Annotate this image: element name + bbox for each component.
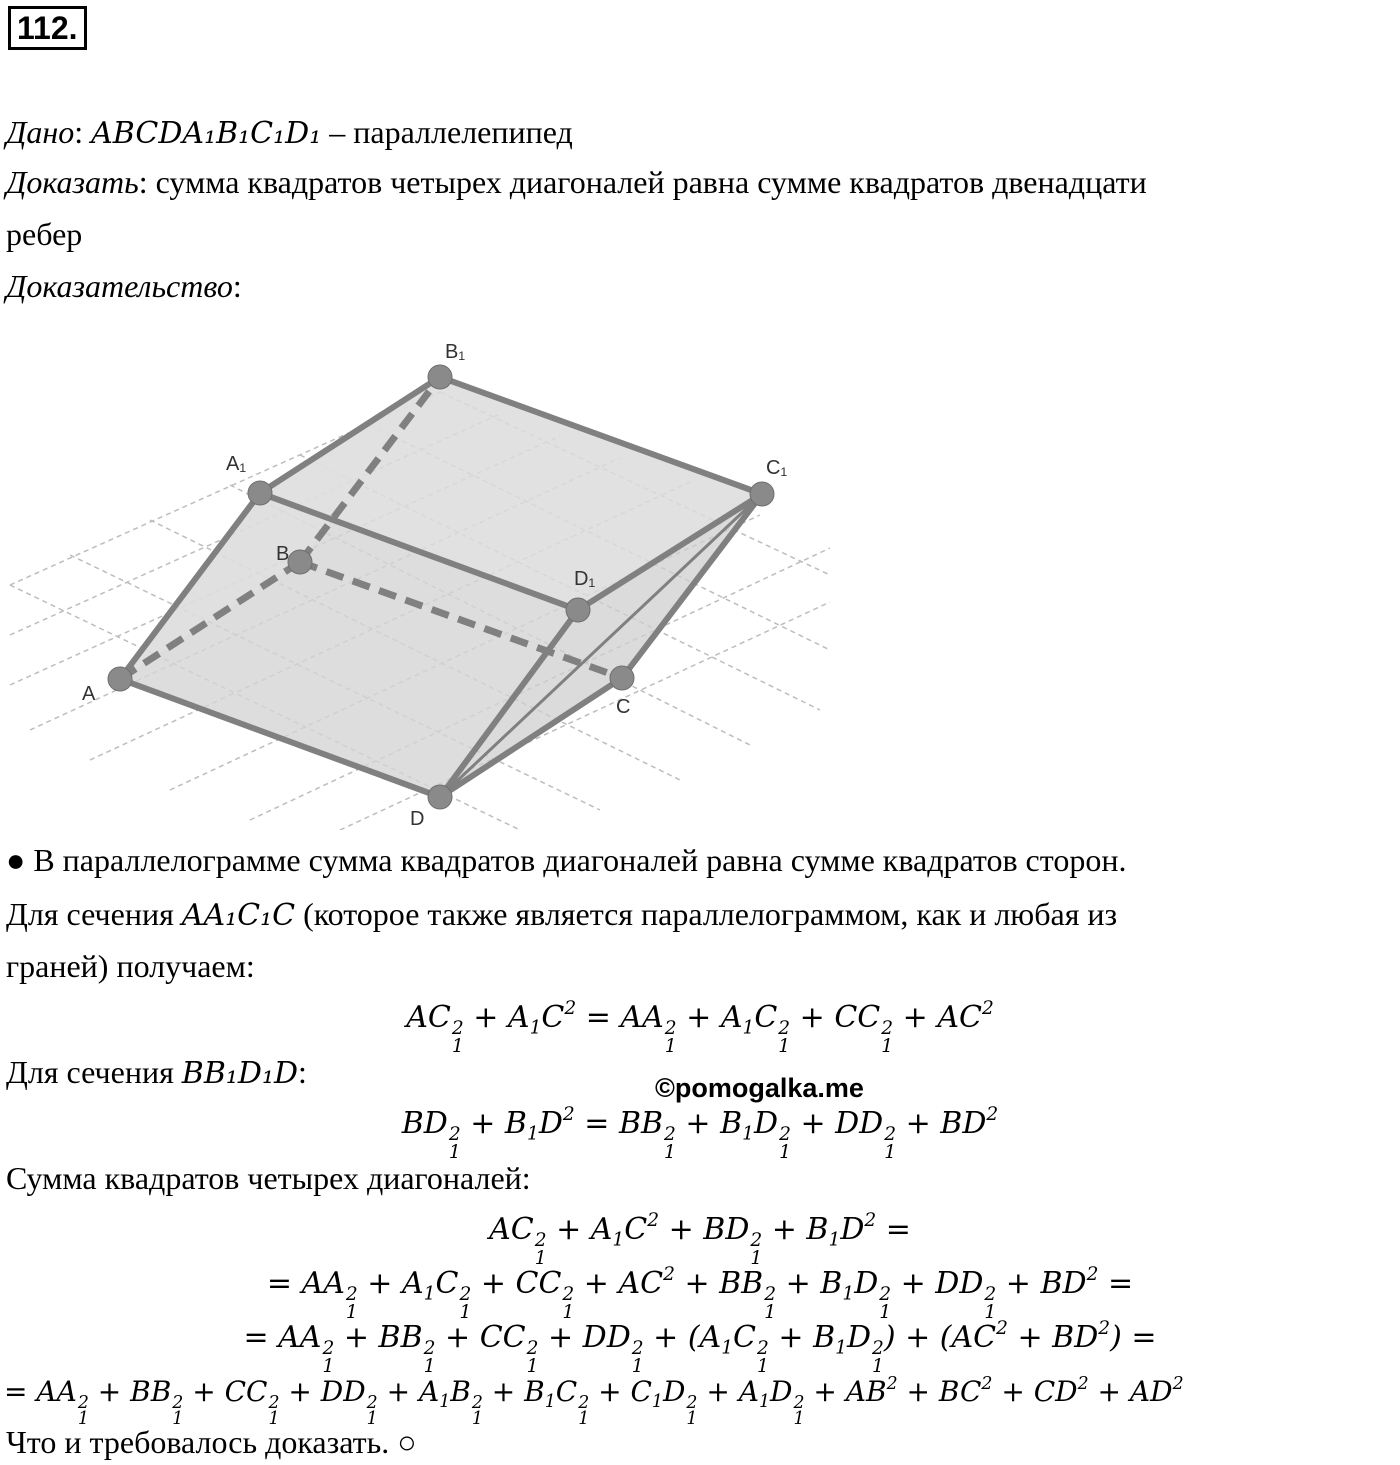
label-a1: A₁ bbox=[226, 453, 247, 475]
equation-1: AC 2 1 + $A_1C^2$ = AA 2 1 + $A_1C$ 2 1 + CC 2 1 + $AC^2$ bbox=[406, 997, 994, 1058]
section2-name: BB₁D₁D bbox=[181, 1056, 299, 1091]
given-object: ABCDA₁B₁C₁D₁ bbox=[91, 116, 322, 151]
label-a: A bbox=[82, 683, 96, 705]
given-label: Дано bbox=[6, 114, 75, 150]
proof-label: Доказательство bbox=[6, 268, 233, 304]
section1-line-2: граней) получаем: bbox=[6, 948, 255, 984]
sum-label: Сумма квадратов четырех диагоналей: bbox=[6, 1160, 531, 1196]
label-c1: C₁ bbox=[766, 457, 788, 479]
section2-prefix: Для сечения bbox=[6, 1054, 182, 1090]
problem-number: 112. bbox=[8, 6, 87, 50]
watermark: ©pomogalka.me bbox=[655, 1073, 864, 1103]
conclusion: Что и требовалось доказать. ○ bbox=[6, 1424, 417, 1460]
section1-suffix: (которое также является параллелограммом, как и любая из bbox=[295, 896, 1118, 932]
prove-line-2: ребер bbox=[6, 216, 83, 252]
equation-4: = AA 2 1 + $A_1C$ 2 1 + CC 2 1 + $AC^2$ + BB 2 1 + $B_1D$ 2 1 + DD 2 1 + $BD^2$ = bbox=[266, 1263, 1134, 1324]
prove-text: : сумма квадратов четырех диагоналей равна сумме квадратов двенадцати bbox=[138, 164, 1147, 200]
label-b1: B₁ bbox=[445, 341, 466, 363]
label-b: B bbox=[276, 543, 290, 565]
prove-line bbox=[6, 162, 1147, 202]
section1-prefix: Для сечения bbox=[6, 896, 182, 932]
equation-2: BD 2 1 + $B_1D^2$ = BB 2 1 + $B_1D$ 2 1 + DD 2 1 + $BD^2$ bbox=[401, 1103, 999, 1164]
given-line: Дано: ABCDA₁B₁C₁D₁ – параллелепипед bbox=[6, 114, 573, 151]
bullet-line: ● В параллелограмме сумма квадратов диагоналей равна сумме квадратов сторон. bbox=[6, 842, 1127, 878]
given-rest: – параллелепипед bbox=[321, 114, 573, 150]
equation-6: = AA 2 1 + BB 2 1 + CC 2 1 + DD 2 1 + $A_1B$ 2 1 + $B_1C$ 2 1 + $C_1D$ 2 1 + $A_1D$ 2 1 + $AB^2 + BC^2 + CD^2 + AD^2$ bbox=[4, 1373, 1184, 1430]
label-c: C bbox=[616, 696, 631, 718]
section1-line bbox=[6, 894, 1117, 936]
parallelepiped-figure bbox=[0, 330, 840, 830]
equation-3: AC 2 1 + $A_1C^2$ + BD 2 1 + $B_1D^2$ = bbox=[489, 1209, 911, 1270]
equation-5: = AA 2 1 + BB 2 1 + CC 2 1 + DD 2 1 + ($A_1C$ 2 1 + $B_1D$ 2 1 ) + $(AC^2 + BD^2)$ = bbox=[243, 1317, 1157, 1378]
proof-label-line: Доказательство: bbox=[6, 268, 242, 304]
section1-name: AA₁C₁C bbox=[181, 898, 296, 933]
prove-label: Доказать bbox=[6, 164, 139, 200]
label-d: D bbox=[410, 808, 425, 830]
section2-suffix: : bbox=[298, 1054, 307, 1090]
section2-line bbox=[6, 1052, 307, 1094]
label-d1: D₁ bbox=[574, 568, 596, 590]
